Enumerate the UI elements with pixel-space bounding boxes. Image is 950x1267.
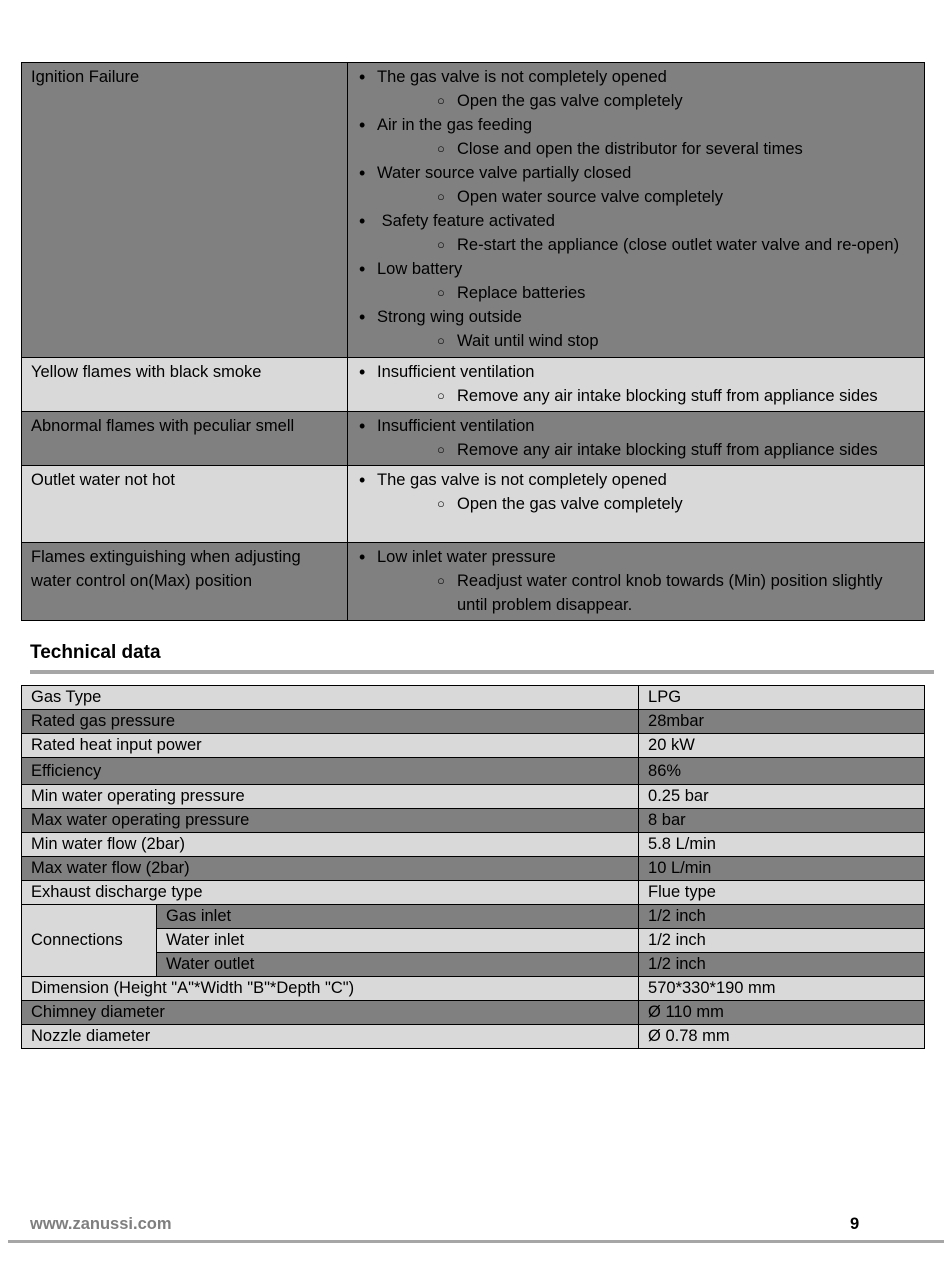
page-number: 9 [850, 1215, 860, 1233]
cause-text: Low battery [377, 260, 463, 278]
cause-text: The gas valve is not completely opened [377, 471, 667, 489]
cause-list [356, 360, 916, 408]
spec-label: Dimension (Height "A"*Width "B"*Depth "C") [22, 977, 639, 1001]
connection-value: 1/2 inch [639, 905, 925, 929]
remedy-list [377, 569, 916, 617]
spec-value: Ø 110 mm [639, 1001, 925, 1025]
table-row [22, 785, 925, 809]
table-row [22, 358, 925, 412]
solution-cell [348, 358, 925, 412]
connection-label: Water outlet [157, 953, 639, 977]
spec-value: 10 L/min [639, 857, 925, 881]
problem-cell: Yellow flames with black smoke [22, 358, 348, 412]
remedy-list [377, 438, 916, 462]
table-row [22, 710, 925, 734]
footer-website-link[interactable]: www.zanussi.com [30, 1215, 172, 1233]
cause-text: Insufficient ventilation [377, 363, 535, 381]
spec-value: 570*330*190 mm [639, 977, 925, 1001]
table-row [22, 881, 925, 905]
spec-value: 5.8 L/min [639, 833, 925, 857]
spec-label: Exhaust discharge type [22, 881, 639, 905]
spec-label: Chimney diameter [22, 1001, 639, 1025]
solution-cell [348, 63, 925, 358]
cause-list [356, 468, 916, 516]
table-row [22, 758, 925, 785]
table-row [22, 686, 925, 710]
spec-value: 28mbar [639, 710, 925, 734]
cause-text: Low inlet water pressure [377, 548, 556, 566]
connection-value: 1/2 inch [639, 953, 925, 977]
connection-label: Water inlet [157, 929, 639, 953]
table-row [22, 905, 925, 929]
cause-text: Strong wing outside [377, 308, 522, 326]
table-row [22, 977, 925, 1001]
footer-divider [8, 1240, 944, 1243]
remedy-item: ○ Open the gas valve completely [437, 89, 916, 113]
remedy-list [377, 89, 916, 113]
connections-label: Connections [22, 905, 157, 977]
cause-list [356, 545, 916, 617]
cause-item [356, 257, 916, 305]
remedy-list [377, 281, 916, 305]
cause-item [356, 360, 916, 408]
cause-list [356, 414, 916, 462]
remedy-item: ○ Open the gas valve completely [437, 492, 916, 516]
spec-label: Min water flow (2bar) [22, 833, 639, 857]
problem-cell: Ignition Failure [22, 63, 348, 358]
remedy-list [377, 233, 916, 257]
table-row [22, 412, 925, 466]
remedy-item: ○ Readjust water control knob towards (Min) position slightly until problem disappear. [437, 569, 916, 617]
solution-cell [348, 412, 925, 466]
spec-label: Rated heat input power [22, 734, 639, 758]
troubleshooting-table-body [22, 63, 925, 621]
spec-label: Max water flow (2bar) [22, 857, 639, 881]
remedy-list [377, 185, 916, 209]
table-row [22, 466, 925, 543]
spec-label: Efficiency [22, 758, 639, 785]
spec-value: Ø 0.78 mm [639, 1025, 925, 1049]
spec-value: 0.25 bar [639, 785, 925, 809]
spec-label: Min water operating pressure [22, 785, 639, 809]
table-row [22, 1025, 925, 1049]
table-row [22, 543, 925, 621]
cause-list [356, 65, 916, 353]
cause-item [356, 209, 916, 257]
cause-text: The gas valve is not completely opened [377, 68, 667, 86]
remedy-item: ○ Close and open the distributor for several times [437, 137, 916, 161]
cause-item [356, 414, 916, 462]
spec-label: Nozzle diameter [22, 1025, 639, 1049]
remedy-item: ○ Remove any air intake blocking stuff from appliance sides [437, 384, 916, 408]
spec-value: 20 kW [639, 734, 925, 758]
problem-cell: Abnormal flames with peculiar smell [22, 412, 348, 466]
technical-data-heading: Technical data [30, 642, 161, 663]
troubleshooting-table [21, 62, 925, 621]
table-row [22, 1001, 925, 1025]
table-row [22, 833, 925, 857]
remedy-list [377, 137, 916, 161]
cause-item [356, 305, 916, 353]
spec-value: LPG [639, 686, 925, 710]
spec-value: 86% [639, 758, 925, 785]
connection-label: Gas inlet [157, 905, 639, 929]
cause-item [356, 161, 916, 209]
remedy-item: ○ Open water source valve completely [437, 185, 916, 209]
table-row [22, 809, 925, 833]
problem-cell: Flames extinguishing when adjusting water control on(Max) position [22, 543, 348, 621]
table-row [22, 929, 925, 953]
spec-value: Flue type [639, 881, 925, 905]
cause-item [356, 113, 916, 161]
table-row [22, 857, 925, 881]
cause-text: Air in the gas feeding [377, 116, 533, 134]
technical-data-table [21, 685, 925, 1049]
spec-label: Rated gas pressure [22, 710, 639, 734]
spec-label: Gas Type [22, 686, 639, 710]
cause-text: Safety feature activated [377, 212, 555, 230]
remedy-item: ○ Wait until wind stop [437, 329, 916, 353]
spec-label: Max water operating pressure [22, 809, 639, 833]
problem-cell: Outlet water not hot [22, 466, 348, 543]
remedy-list [377, 492, 916, 516]
remedy-item: ○ Remove any air intake blocking stuff from appliance sides [437, 438, 916, 462]
heading-divider [30, 670, 934, 674]
table-row [22, 63, 925, 358]
spec-value: 8 bar [639, 809, 925, 833]
cause-item [356, 468, 916, 516]
table-row [22, 734, 925, 758]
remedy-item: ○ Re-start the appliance (close outlet water valve and re-open) [437, 233, 916, 257]
remedy-list [377, 329, 916, 353]
cause-item [356, 545, 916, 617]
solution-cell [348, 466, 925, 543]
cause-text: Insufficient ventilation [377, 417, 535, 435]
cause-item [356, 65, 916, 113]
solution-cell [348, 543, 925, 621]
cause-text: Water source valve partially closed [377, 164, 632, 182]
remedy-list [377, 384, 916, 408]
remedy-item: ○ Replace batteries [437, 281, 916, 305]
table-row [22, 953, 925, 977]
connection-value: 1/2 inch [639, 929, 925, 953]
